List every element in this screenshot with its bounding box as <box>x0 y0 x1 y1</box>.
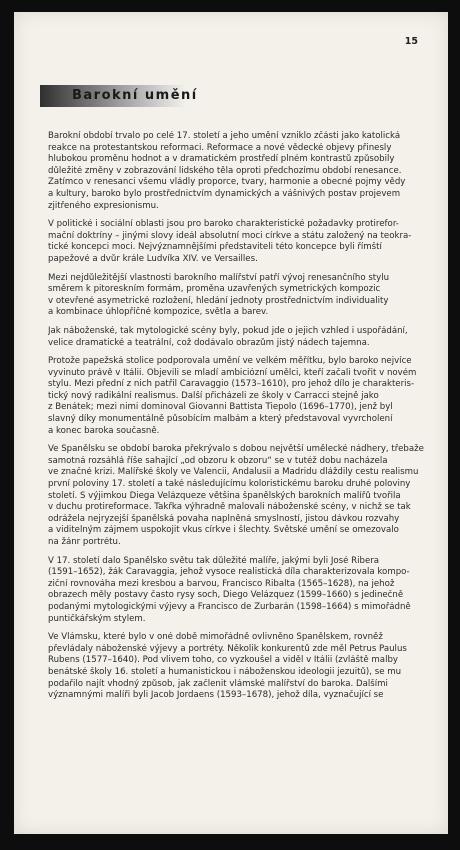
text-line: Mezi nejdůležitější vlastnosti barokního malířství patří vývoj renesančního stylu <box>48 272 390 283</box>
text-line: velice dramatické a teatrální, což dodávalo obrazům jistý nádech tajemna. <box>48 337 370 348</box>
text-line: V 17. století dalo Španělsko světu tak důležité malíře, jakými byli José Ribera <box>48 555 380 566</box>
text-line: podanými mytologickými výjevy a Francisco de Zurbarán (1598–1664) s mimořádně <box>48 601 411 612</box>
text-line: odrážela nejryzejší španělská povaha naplněná smyslností, jistou dávkou rozvahy <box>48 513 400 524</box>
text-line: slavný díky monumentálně působícím malbám a který představoval vyvrcholení <box>48 414 393 425</box>
body-text <box>48 131 424 709</box>
text-line: Ve Španělsku se období baroka překrývalo s dobou největší umělecké nádhery, třebaže <box>48 444 424 455</box>
text-line: na žánr portrétu. <box>48 537 121 547</box>
text-line: ziční rovnováha mezi kresbou a barvou, Francisco Ribalta (1565–1628), na jehož <box>48 578 395 589</box>
text-line: a viditelným zájmem uspokojit vkus církve i šlechty. Světské umění se omezovalo <box>48 525 399 536</box>
section-heading: Barokní umění <box>72 88 198 103</box>
text-line: směrem k pitoreskním formám, proměna uzavřených symetrických kompozic <box>48 284 381 295</box>
text-line: podařilo najít vhodný způsob, jak začlenit vlámské malířství do baroka. Dalšími <box>48 678 388 689</box>
text-line: Barokní období trvalo po celé 17. století a jeho umění vzniklo zčásti jako katolická <box>48 131 401 141</box>
paragraph <box>48 273 424 319</box>
text-line: V politické i sociální oblasti jsou pro baroko charakteristické požadavky protirefor- <box>48 219 399 230</box>
paragraph <box>48 326 424 349</box>
paragraph <box>48 632 424 702</box>
paragraph <box>48 556 424 626</box>
text-line: a kombinace úhlopříčné kompozice, světla a barev. <box>48 307 269 318</box>
text-line: tické koncepci moci. Nejvýznamnějšími představiteli této koncepce byli římští <box>48 242 382 253</box>
page-number: 15 <box>404 36 418 47</box>
text-line: stylu. Mezi přední z nich patřil Caravaggio (1573–1610), pro jehož dílo je charakteris- <box>48 379 415 390</box>
text-line: století. S výjimkou Diega Velázqueze většina španělských barokních malířů tvořila <box>48 490 401 501</box>
text-line: hlubokou proměnu hodnot a v dramatickém prostředí plném kontrastů způsobily <box>48 154 395 165</box>
text-line: tický nový radikální realismus. Další přicházeli ze školy v Carracci stejně jako <box>48 390 379 401</box>
text-line: první poloviny 17. století a také následujícímu koloristickému baroku druhé poloviny <box>48 479 411 490</box>
text-line: samotná rozsáhlá říše sahající „od obzoru k obzoru“ se v tutéž dobu nacházela <box>48 455 388 466</box>
book-page <box>14 12 448 834</box>
paragraph <box>48 356 424 437</box>
paragraph <box>48 219 424 265</box>
text-line: papežové a dvůr krále Ludvíka XIV. ve Versailles. <box>48 253 258 264</box>
text-line: v otevřené asymetrické rozložení, hledání jednoty prostřednictvím individuality <box>48 295 389 306</box>
text-line: (1591–1652), žák Caravaggia, jehož vysoce realistická díla charakterizovala kompo- <box>48 567 410 578</box>
paragraph <box>48 444 424 548</box>
text-line: významnými malíři byli Jacob Jordaens (1593–1678), jehož díla, vyznačující se <box>48 690 384 701</box>
text-line: puntičkářským stylem. <box>48 613 146 624</box>
text-line: převládaly náboženské výjevy a portréty. Několik konkurentů zde měl Petrus Paulus <box>48 643 407 654</box>
text-line: v duchu protireformace. Takřka výhradně malovali náboženské scény, v nichž se tak <box>48 502 411 513</box>
text-line: Ve Vlámsku, které bylo v oné době mimořádně ovlivněno Španělskem, rovněž <box>48 632 383 643</box>
text-line: ve značné krizi. Malířské školy ve Valencii, Andalusii a Madridu dláždily cestu realismu <box>48 467 419 478</box>
text-line: Zatímco v renesanci všemu vládly proporce, tvary, harmonie a obecné pojmy vědy <box>48 177 406 188</box>
text-line: důležité změny v zobrazování lidského těla oproti předchozímu období renesance. <box>48 165 402 176</box>
text-line: reakce na protestantskou reformaci. Reformace a nové vědecké objevy přinesly <box>48 142 392 153</box>
text-line: Protože papežská stolice podporovala umění ve velkém měřítku, bylo baroko nejvíce <box>48 356 412 367</box>
text-line: obrazech měly postavy často rysy soch, Diego Velázquez (1599–1660) s jedinečně <box>48 590 404 601</box>
paragraph <box>48 131 424 212</box>
text-line: Rubens (1577–1640). Pod vlivem toho, co vyzkoušel a viděl v Itálii (zvláště malby <box>48 655 398 666</box>
text-line: a kultury, baroko bylo prostřednictvím dynamických a vášnivých postav projevem <box>48 188 401 199</box>
text-line: z Benátek; mezi nimi dominoval Giovanni Battista Tiepolo (1696–1770), jenž byl <box>48 402 393 413</box>
text-line: mační doktríny – jinými slovy ideál absolutní moci církve a státu založený na teokra- <box>48 230 412 241</box>
text-line: vyvinuto právě v Itálii. Objevili se mladí ambiciózní umělci, kteří začali tvořit v novém <box>48 367 417 378</box>
text-line: zjitřeného expresionismu. <box>48 200 159 211</box>
text-line: benátské školy 16. století a humanistickou i náboženskou ideologii jezuitů), se mu <box>48 666 402 677</box>
text-line: Jak náboženské, tak mytologické scény byly, pokud jde o jejich vzhled i uspořádání, <box>48 325 408 336</box>
text-line: a konec baroka současně. <box>48 425 160 436</box>
